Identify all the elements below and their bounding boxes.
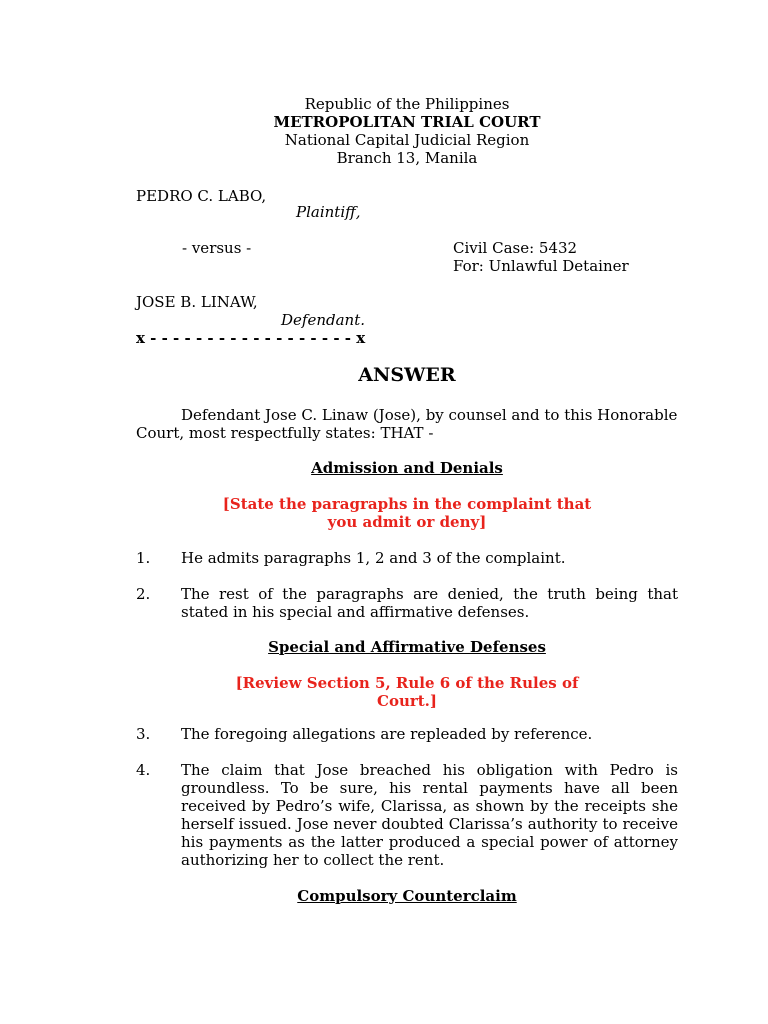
intro-line2: Court, most respectfully states: THAT -: [136, 424, 434, 442]
paragraph-3-number: 3.: [136, 725, 151, 743]
header-branch: Branch 13, Manila: [336, 149, 478, 167]
defenses-note-line2: Court.]: [377, 692, 437, 710]
admission-note-line1: [State the paragraphs in the complaint that: [222, 495, 592, 513]
paragraph-2-text: The rest of the paragraphs are denied, the truth being that stated in his special and affirmative defenses.: [181, 585, 678, 621]
case-number: Civil Case: 5432: [453, 239, 578, 257]
defenses-heading: Special and Affirmative Defenses: [268, 638, 546, 656]
paragraph-2-number: 2.: [136, 585, 151, 603]
defenses-note-line1: [Review Section 5, Rule 6 of the Rules of: [235, 674, 579, 692]
versus-label: - versus -: [182, 239, 252, 257]
document-title: ANSWER: [358, 364, 456, 386]
admission-heading: Admission and Denials: [311, 459, 503, 477]
paragraph-1-number: 1.: [136, 549, 151, 567]
paragraph-1-text: He admits paragraphs 1, 2 and 3 of the complaint.: [181, 549, 566, 567]
paragraph-3-text: The foregoing allegations are repleaded by reference.: [181, 725, 593, 743]
plaintiff-name: PEDRO C. LABO,: [136, 187, 267, 205]
header-court: METROPOLITAN TRIAL COURT: [273, 113, 541, 131]
defendant-name: JOSE B. LINAW,: [136, 293, 258, 311]
paragraph-4-number: 4.: [136, 761, 151, 779]
case-nature: For: Unlawful Detainer: [453, 257, 629, 275]
defendant-role: Defendant.: [281, 311, 365, 329]
intro-line1: Defendant Jose C. Linaw (Jose), by counsel and to this Honorable: [181, 406, 678, 424]
caption-separator: x - - - - - - - - - - - - - - - - - - x: [136, 329, 366, 347]
admission-note-line2: you admit or deny]: [327, 513, 487, 531]
plaintiff-role: Plaintiff,: [296, 203, 361, 221]
paragraph-4-text: The claim that Jose breached his obligation with Pedro is groundless. To be sure, his rental payments have all been received by Pedro’s wife, Clarissa, as shown by the receipts she herself issued. Jose never doubted Clarissa’s authority to receive his payments as the latter produced a special power of attorney authorizing her to collect the rent.: [181, 761, 678, 869]
header-republic: Republic of the Philippines: [304, 95, 510, 113]
header-region: National Capital Judicial Region: [284, 131, 530, 149]
counterclaim-heading: Compulsory Counterclaim: [297, 887, 517, 905]
